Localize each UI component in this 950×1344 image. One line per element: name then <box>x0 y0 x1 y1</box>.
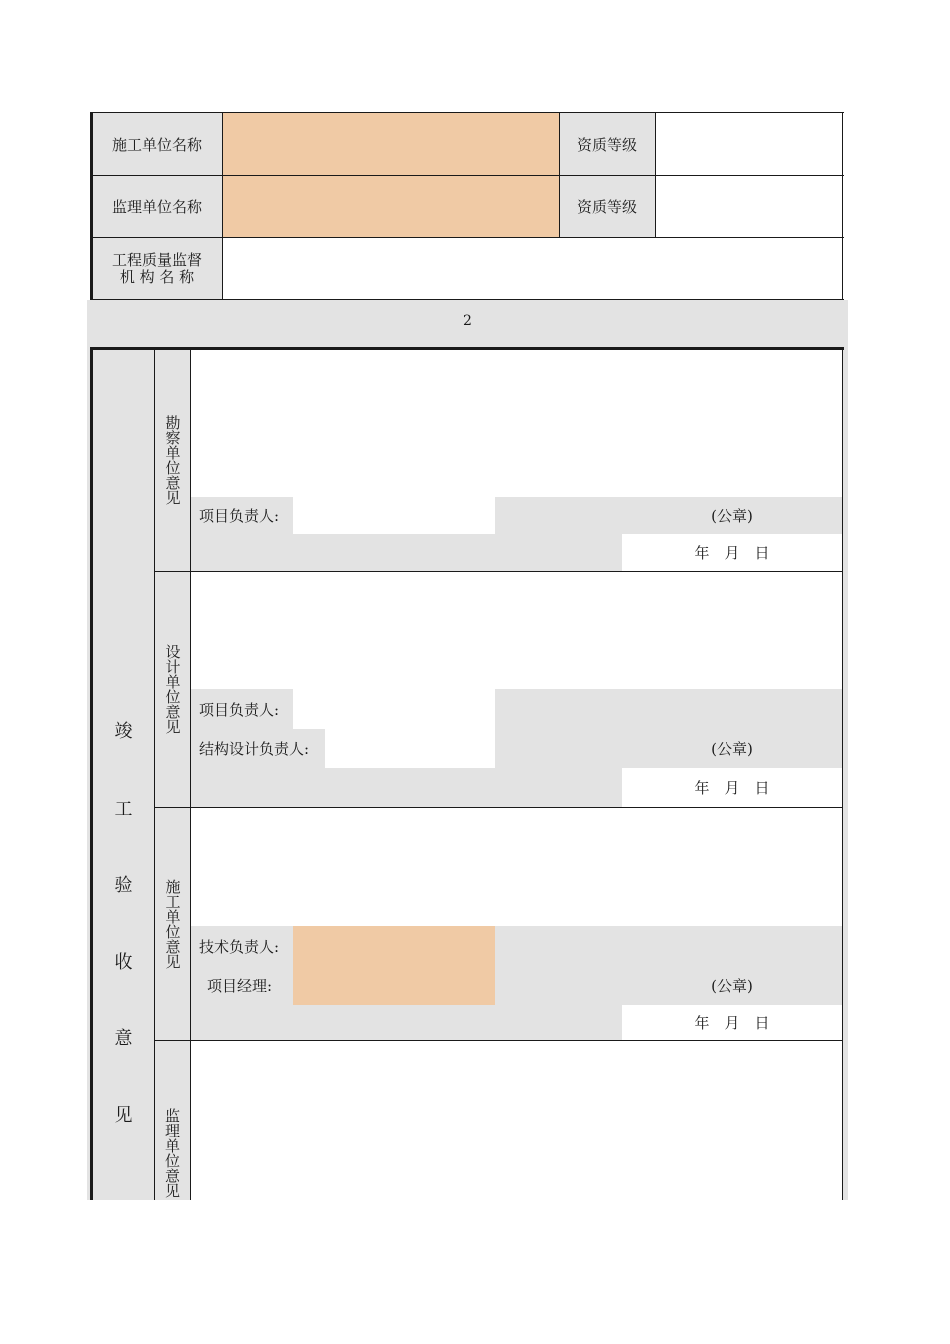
side-label-char: 意 <box>114 1028 133 1049</box>
design-unit-label: 设计单位意见 <box>163 644 182 734</box>
divider <box>155 571 843 572</box>
divider <box>91 112 844 113</box>
supervision-unit-label: 监理单位意见 <box>163 1108 181 1198</box>
design-leader-label: 项目负责人: <box>199 700 280 719</box>
right-margin-strip <box>843 347 848 1200</box>
divider <box>155 1040 843 1041</box>
divider <box>655 112 656 237</box>
agency-label-line2: 机 构 名 称 <box>119 267 195 286</box>
survey-date-label: 年 月 日 <box>622 534 842 571</box>
survey-unit-label: 勘察单位意见 <box>163 415 182 505</box>
divider <box>91 237 844 238</box>
construction-unit-name-field[interactable] <box>222 113 559 175</box>
construction-unit-label: 施工单位意见 <box>163 878 182 969</box>
side-label-column-bg <box>92 349 155 1200</box>
divider <box>559 112 560 237</box>
divider <box>842 112 843 300</box>
side-label-char: 收 <box>114 952 133 973</box>
side-label-char: 见 <box>114 1105 133 1126</box>
supervision-grade-field[interactable] <box>655 175 843 237</box>
divider <box>90 347 93 1200</box>
divider <box>154 349 155 1200</box>
page-number: 2 <box>463 313 472 329</box>
supervision-unit-label-cell <box>155 1040 190 1200</box>
construction-signer-fields[interactable] <box>293 926 495 1005</box>
survey-unit-label-cell <box>155 349 190 571</box>
construction-grade-field[interactable] <box>655 113 843 175</box>
divider <box>91 347 844 350</box>
construction-unit-name-label: 施工单位名称 <box>111 135 202 154</box>
design-opinion-area[interactable] <box>191 572 842 689</box>
divider <box>222 112 223 300</box>
project-manager-label: 项目经理: <box>207 977 273 995</box>
quality-supervision-agency-label <box>92 237 222 300</box>
side-label-char: 验 <box>114 875 133 896</box>
construction-unit-label-cell <box>155 807 190 1040</box>
survey-leader-label: 项目负责人: <box>199 507 280 525</box>
divider <box>91 175 844 176</box>
divider <box>842 349 843 1200</box>
side-label-char: 竣 <box>114 721 133 742</box>
divider <box>190 349 191 1200</box>
supervision-unit-name-label: 监理单位名称 <box>111 197 202 216</box>
construction-date-label: 年 月 日 <box>622 1005 842 1040</box>
construction-seal-label: (公章) <box>711 977 753 995</box>
survey-opinion-area[interactable] <box>191 350 842 497</box>
design-seal-label: (公章) <box>711 740 753 758</box>
construction-opinion-area[interactable] <box>191 808 842 926</box>
design-leader-field[interactable] <box>293 689 495 729</box>
construction-grade-label: 资质等级 <box>576 135 637 154</box>
design-date-label: 年 月 日 <box>622 768 842 807</box>
design-unit-label-cell <box>155 571 190 807</box>
supervision-grade-label: 资质等级 <box>576 197 637 216</box>
agency-label-line1: 工程质量监督 <box>111 250 202 269</box>
survey-leader-field[interactable] <box>293 497 495 534</box>
divider <box>155 807 843 808</box>
tech-leader-label: 技术负责人: <box>199 937 280 956</box>
structure-design-leader-field[interactable] <box>325 729 495 768</box>
quality-supervision-agency-field[interactable] <box>222 237 843 300</box>
supervision-opinion-area[interactable] <box>191 1041 842 1200</box>
divider <box>90 112 93 300</box>
side-label-char: 工 <box>114 799 133 820</box>
structure-design-leader-label: 结构设计负责人: <box>199 740 310 758</box>
survey-seal-label: (公章) <box>711 507 753 525</box>
supervision-unit-name-field[interactable] <box>222 175 559 237</box>
